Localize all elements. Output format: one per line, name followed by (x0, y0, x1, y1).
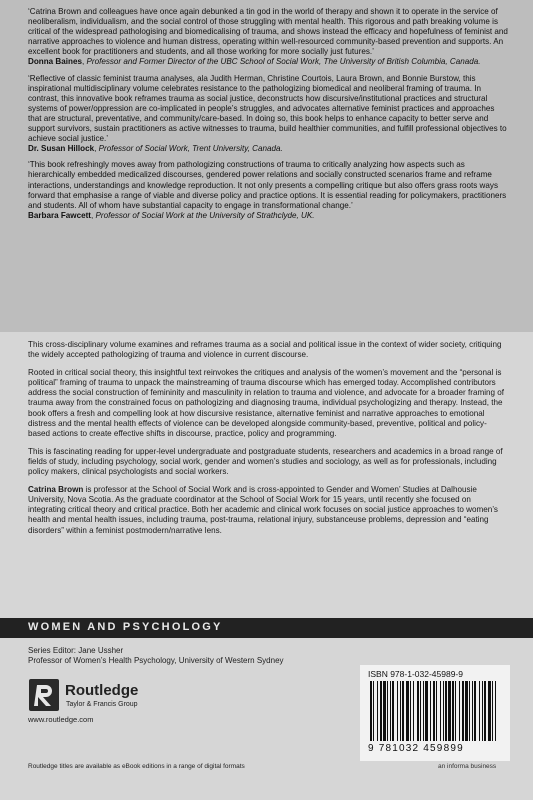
barcode-bar (417, 681, 419, 741)
barcode-bar (387, 681, 388, 741)
barcode-bar (455, 681, 456, 741)
barcode-bar (452, 681, 454, 741)
barcode-bar (383, 681, 386, 741)
endorsement-quote: ‘This book refreshingly moves away from pathologizing constructions of trauma to critically analyzing how aspects such as hierarchically embedded medicalized discourses, gendered power relations and socially constructed scenarios frame and reframe interactions, understandings and knowledge reproduction. It not only presents a compelling critique but also offers grass roots ways forward that emphasise a range of viable and diverse policy and practice options. It is essential reading for policymakers, practitioners and students. All of whom have substantial capacity to engage in transformational change.’ Barbara Fawcett, Professor of Social Work at the University of Strathclyde, UK. (28, 160, 507, 220)
barcode-bar (474, 681, 476, 741)
publisher-logo (28, 678, 228, 728)
barcode-bar (469, 681, 470, 741)
quote-author: Donna Baines (28, 57, 82, 67)
barcode-bar (484, 681, 486, 741)
series-editor-line: Series Editor: Jane Ussher (28, 646, 124, 655)
barcode-bar (465, 681, 468, 741)
author-bio-text: is professor at the School of Social Work and is cross-appointed to Gender and Women’ Studies at Dalhousie University, Nova Scotia. As the graduate coordinator at the School of Social Work for 15 years, until recently she focused on integrating critical theory and critical practice. Both her academic and clinical work focuses on social justice approaches to women’s health and mental health issues, including trauma, post-trauma, relational injury, substanceuse problems, depression and “eating disorders” within a feminist postmodern/narrative lens. (28, 485, 498, 535)
barcode-bar (406, 681, 409, 741)
barcode-bar (488, 681, 491, 741)
quote-author-role: Professor of Social Work at the University of Strathclyde, UK. (95, 210, 315, 220)
endorsement-quote: ‘Catrina Brown and colleagues have once again debunked a tin god in the world of therapy and shown it to operate in the service of neoliberalism, individualism, and the social control of those struggling with mental health. This rigorous and path breaking volume is critical of the widespread pathologising and biomedicalising of trauma, and shows instead the efficacy and hopefulness of feminist and narrative approaches to violence and human distress, operating within well-resourced community-based prevention and supports. An excellent book for practitioners and students, and all those working for more socially just futures.’ Donna Baines, Professor and Former Director of the UBC School of Social Work, The University of British Columbia, Canada. (28, 7, 508, 67)
series-title: WOMEN AND PSYCHOLOGY (28, 621, 223, 633)
endorsement-quote: ‘Reflective of classic feminist trauma analyses, ala Judith Herman, Christine Courtois, Laura Brown, and Bonnie Burstow, this inspirational multidisciplinary volume celebrates resistance to the pathologizing biomedical and neoliberal framing of trauma. In contrast, this innovative book reframes trauma as social justice, deconstructs how discursive/institutional practices and structural systems of power/oppression are co-implicated in people’s struggles, and advocates alternative feminist practices and approaches that are structural, preventative, and community/care-based. In doing so, this book helps to enhance capacity to better serve and support survivors, sustain practitioners as active witnesses to trauma, build healthier communities, and fulfill professional objectives to achieve social justice.’ Dr. Susan Hillock, Professor of Social Work, Trent University, Canada. (28, 73, 507, 154)
publisher-name: Routledge (65, 682, 139, 699)
barcode-bar (373, 681, 374, 741)
barcode-bar (472, 681, 473, 741)
barcode-bar (377, 681, 378, 741)
author-name: Catrina Brown (28, 485, 84, 495)
ebook-note: Routledge titles are available as eBook editions in a range of digital formats (28, 763, 245, 770)
barcode-digits: 9 781032 459899 (368, 743, 464, 754)
barcode-bar (430, 681, 431, 741)
barcode-bar (420, 681, 421, 741)
barcode-bar (400, 681, 401, 741)
barcode-bar (462, 681, 464, 741)
barcode-bar (397, 681, 398, 741)
endorsements (28, 7, 508, 227)
barcode-bar (370, 681, 372, 741)
publisher-subtitle: Taylor & Francis Group (66, 701, 138, 708)
isbn-barcode (360, 665, 510, 761)
barcode-icon (368, 681, 502, 741)
barcode-bar (445, 681, 447, 741)
quote-author-role: Professor of Social Work, Trent University, Canada. (98, 144, 283, 154)
quote-author: Dr. Susan Hillock (28, 144, 95, 154)
book-description (28, 340, 508, 544)
barcode-bar (423, 681, 424, 741)
series-editor (28, 646, 284, 666)
barcode-bar (479, 681, 480, 741)
isbn-label: ISBN 978-1-032-45989-9 (368, 669, 463, 679)
barcode-bar (425, 681, 428, 741)
description-paragraph: Rooted in critical social theory, this insightful text reinvokes the critiques and analysis of the women’s movement and the “personal is political” framing of trauma to unpack the mainstreaming of trauma discourse which has emerged today. Accomplished contributors address the social construction of femininity and masculinity in relation to trauma and violence, and advocate for a broader framing of trauma away from the constrained focus on pathologizing and diagnosing trauma, individual psychologizing and therapy. Instead, the book offers a fresh and compelling look at how discursive resistance, alternative feminist and narrative approaches to emotional distress and the mental health effects of violence can be developed alongside community-based, preventive, political and policy-based actions to create effective shifts in discourse, practice, policy and programming. (28, 368, 504, 438)
quote-author-role: Professor and Former Director of the UBC School of Social Work, The University of British Columbia, Canada. (86, 57, 481, 67)
barcode-bar (392, 681, 394, 741)
barcode-bar (380, 681, 382, 741)
barcode-bar (492, 681, 493, 741)
description-paragraph: This is fascinating reading for upper-level undergraduate and postgraduate students, researchers and academics in a broad range of fields of study, including psychology, social work, gender and women’s studies and sociology, as well as for professionals, including policy makers, clinical psychologists and social workers. (28, 446, 503, 477)
barcode-bar (495, 681, 496, 741)
publisher-url: www.routledge.com (28, 715, 94, 724)
barcode-bar (433, 681, 435, 741)
quote-author: Barbara Fawcett (28, 210, 91, 220)
barcode-bar (402, 681, 404, 741)
quote-text: ‘Catrina Brown and colleagues have once again debunked a tin god in the world of therapy and shown it to operate in the service of neoliberalism, individualism, and the social control of those struggling with mental health. This rigorous and path breaking volume is critical of the widespread pathologising and biomedicalising of trauma, and shows instead the efficacy and hopefulness of feminist and narrative approaches to violence and human distress, operating within well-resourced community-based prevention and supports. An excellent book for practitioners and students, and all those working for more socially just futures.’ (28, 7, 508, 57)
series-editor-role: Professor of Women’s Health Psychology, University of Western Sydney (28, 656, 284, 665)
quote-text: ‘This book refreshingly moves away from pathologizing constructions of trauma to critically analyzing how aspects such as hierarchically embedded medicalized discourses, gendered power relations and socially constructed scenarios frame and reframe interactions, understandings and knowledge reproduction. It not only presents a compelling critique but also offers grass roots ways forward that emphasise a range of viable and diverse policy and practice options. It is essential reading for policymakers, practitioners and students. All of whom have substantial capacity to engage in transformational change.’ (28, 160, 507, 210)
description-paragraph: This cross-disciplinary volume examines and reframes trauma as a social and political issue in the context of wider society, critiquing the widely accepted pathologizing of trauma and violence in current discourse. (28, 340, 502, 360)
routledge-logo-icon (28, 678, 60, 712)
barcode-bar (413, 681, 414, 741)
barcode-bar (410, 681, 411, 741)
barcode-bar (448, 681, 451, 741)
barcode-bar (459, 681, 460, 741)
author-bio (28, 485, 508, 535)
informa-note: an informa business (438, 763, 497, 770)
barcode-bar (443, 681, 444, 741)
quote-text: ‘Reflective of classic feminist trauma analyses, ala Judith Herman, Christine Courtois, Laura Brown, and Bonnie Burstow, this inspirational multidisciplinary volume celebrates resistance to the pathologizing biomedical and neoliberal framing of trauma. In contrast, this innovative book reframes trauma as social justice, deconstructs how discursive/institutional practices and structural systems of power/oppression are co-implicated in people’s struggles, and advocates alternative feminist practices and approaches that are structural, preventative, and community/care-based. In doing so, this book helps to enhance capacity to better serve and support survivors, sustain practitioners as active witnesses to trauma, build healthier communities, and fulfill professional objectives to achieve social justice.’ (28, 73, 507, 144)
barcode-bar (440, 681, 441, 741)
barcode-bar (390, 681, 391, 741)
barcode-bar (436, 681, 437, 741)
barcode-bar (482, 681, 483, 741)
